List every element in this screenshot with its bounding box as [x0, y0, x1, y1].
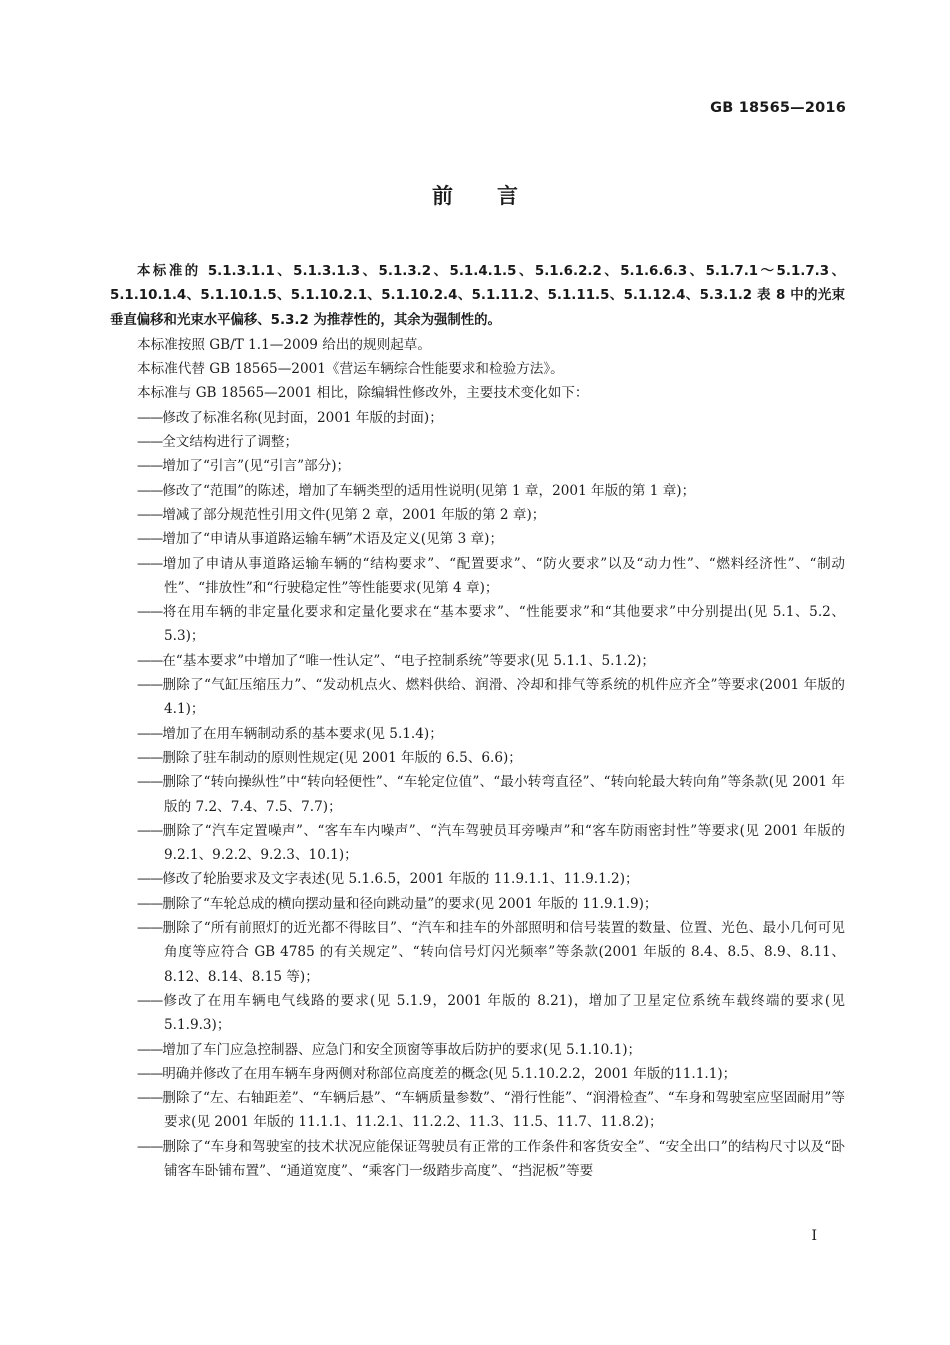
list-item: ——增加了在用车辆制动系的基本要求(见 5.1.4)； — [137, 725, 443, 742]
list-item: ——修改了轮胎要求及文字表述(见 5.1.6.5，2001 年版的 11.9.1.1、11.9.1.2)； — [137, 871, 639, 888]
list-item: ——删除了“气缸压缩压力”、“发动机点火、燃料供给、润滑、冷却和排气等系统的机件应齐全”等要求(2001 年版的 4.1)； — [137, 677, 845, 718]
list-item: ——修改了“范围”的陈述，增加了车辆类型的适用性说明(见第 1 章，2001 年版的第 1 章)； — [137, 482, 696, 499]
list-item: ——增加了车门应急控制器、应急门和安全顶窗等事故后防护的要求(见 5.1.10.1)； — [137, 1041, 642, 1058]
paragraph-scope-note: 本标准的 5.1.3.1.1、5.1.3.1.3、5.1.3.2、5.1.4.1.5、5.1.6.2.2、5.1.6.6.3、5.1.7.1～5.1.7.3、5.1.10.1.4、5.1.10.1.5、5.1.10.2.1、5.1.10.2.4、5.1.11.2、5.1.11.5、5.1.12.4、5.3.1.2 表 8 中的光束垂直偏移和光束水平偏移、5.3.2 为推荐性的，其余为强制性的。 — [110, 264, 845, 328]
list-item: ——删除了“所有前照灯的近光都不得眩目”、“汽车和挂车的外部照明和信号装置的数量、位置、光色、最小几何可见角度等应符合 GB 4785 的有关规定”、“转向信号灯闪光频率”等条款(2001 年版的 8.4、8.5、8.9、8.11、8.12、8.14、8.15 等)； — [137, 920, 845, 985]
list-item: ——增加了“申请从事道路运输车辆”术语及定义(见第 3 章)； — [137, 531, 504, 548]
list-item: ——删除了“车身和驾驶室的技术状况应能保证驾驶员有正常的工作条件和客货安全”、“安全出口”的结构尺寸以及“卧铺客车卧铺布置”、“通道宽度”、“乘客门一级踏步高度”、“挡泥板”等要 — [137, 1138, 845, 1179]
list-item: ——修改了标准名称(见封面，2001 年版的封面)； — [137, 409, 443, 426]
list-item: ——明确并修改了在用车辆车身两侧对称部位高度差的概念(见 5.1.10.2.2，2001 年版的11.1.1)； — [137, 1065, 737, 1082]
changes-list — [110, 406, 845, 1184]
foreword-body — [110, 260, 845, 1183]
list-item: ——增减了部分规范性引用文件(见第 2 章，2001 年版的第 2 章)； — [137, 506, 546, 523]
list-item: ——修改了在用车辆电气线路的要求(见 5.1.9，2001 年版的 8.21)，增加了卫星定位系统车载终端的要求(见 5.1.9.3)； — [137, 992, 845, 1034]
list-item: ——增加了申请从事道路运输车辆的“结构要求”、“配置要求”、“防火要求”以及“动力性”、“燃料经济性”、“制动性”、“排放性”和“行驶稳定性”等性能要求(见第 4 章)； — [137, 555, 845, 596]
list-item: ——删除了“汽车定置噪声”、“客车车内噪声”、“汽车驾驶员耳旁噪声”和“客车防雨密封性”等要求(见 2001 年版的 9.2.1、9.2.2、9.2.3、10.1)； — [137, 822, 845, 864]
paragraph-replaces: 本标准代替 GB 18565—2001《营运车辆综合性能要求和检验方法》。 — [137, 361, 564, 378]
list-item: ——全文结构进行了调整； — [137, 434, 299, 451]
standard-code: GB 18565—2016 — [710, 100, 846, 116]
list-item: ——删除了驻车制动的原则性规定(见 2001 年版的 6.5、6.6)； — [137, 749, 522, 766]
page-number: I — [811, 1228, 817, 1244]
page-title: 前言 — [432, 184, 562, 208]
paragraph-drafting-rule: 本标准按照 GB/T 1.1—2009 给出的规则起草。 — [137, 336, 431, 353]
list-item: ——删除了“左、右轴距差”、“车辆后悬”、“车辆质量参数”、“滑行性能”、“润滑检查”、“车身和驾驶室应坚固耐用”等要求(见 2001 年版的 11.1.1、11.2.1、11.2.2、11.3、11.5、11.7、11.8.2)； — [137, 1090, 845, 1131]
list-item: ——在“基本要求”中增加了“唯一性认定”、“电子控制系统”等要求(见 5.1.1、5.1.2)； — [137, 652, 656, 669]
list-item: ——增加了“引言”(见“引言”部分)； — [137, 458, 351, 475]
list-item: ——删除了“车轮总成的横向摆动量和径向跳动量”的要求(见 2001 年版的 11.9.1.9)； — [137, 895, 658, 912]
paragraph-changes-intro: 本标准与 GB 18565—2001 相比，除编辑性修改外，主要技术变化如下： — [137, 385, 589, 402]
list-item: ——删除了“转向操纵性”中“转向轻便性”、“车轮定位值”、“最小转弯直径”、“转向轮最大转向角”等条款(见 2001 年版的 7.2、7.4、7.5、7.7)； — [137, 774, 845, 815]
list-item: ——将在用车辆的非定量化要求和定量化要求在“基本要求”、“性能要求”和“其他要求”中分别提出(见 5.1、5.2、5.3)； — [137, 604, 845, 645]
